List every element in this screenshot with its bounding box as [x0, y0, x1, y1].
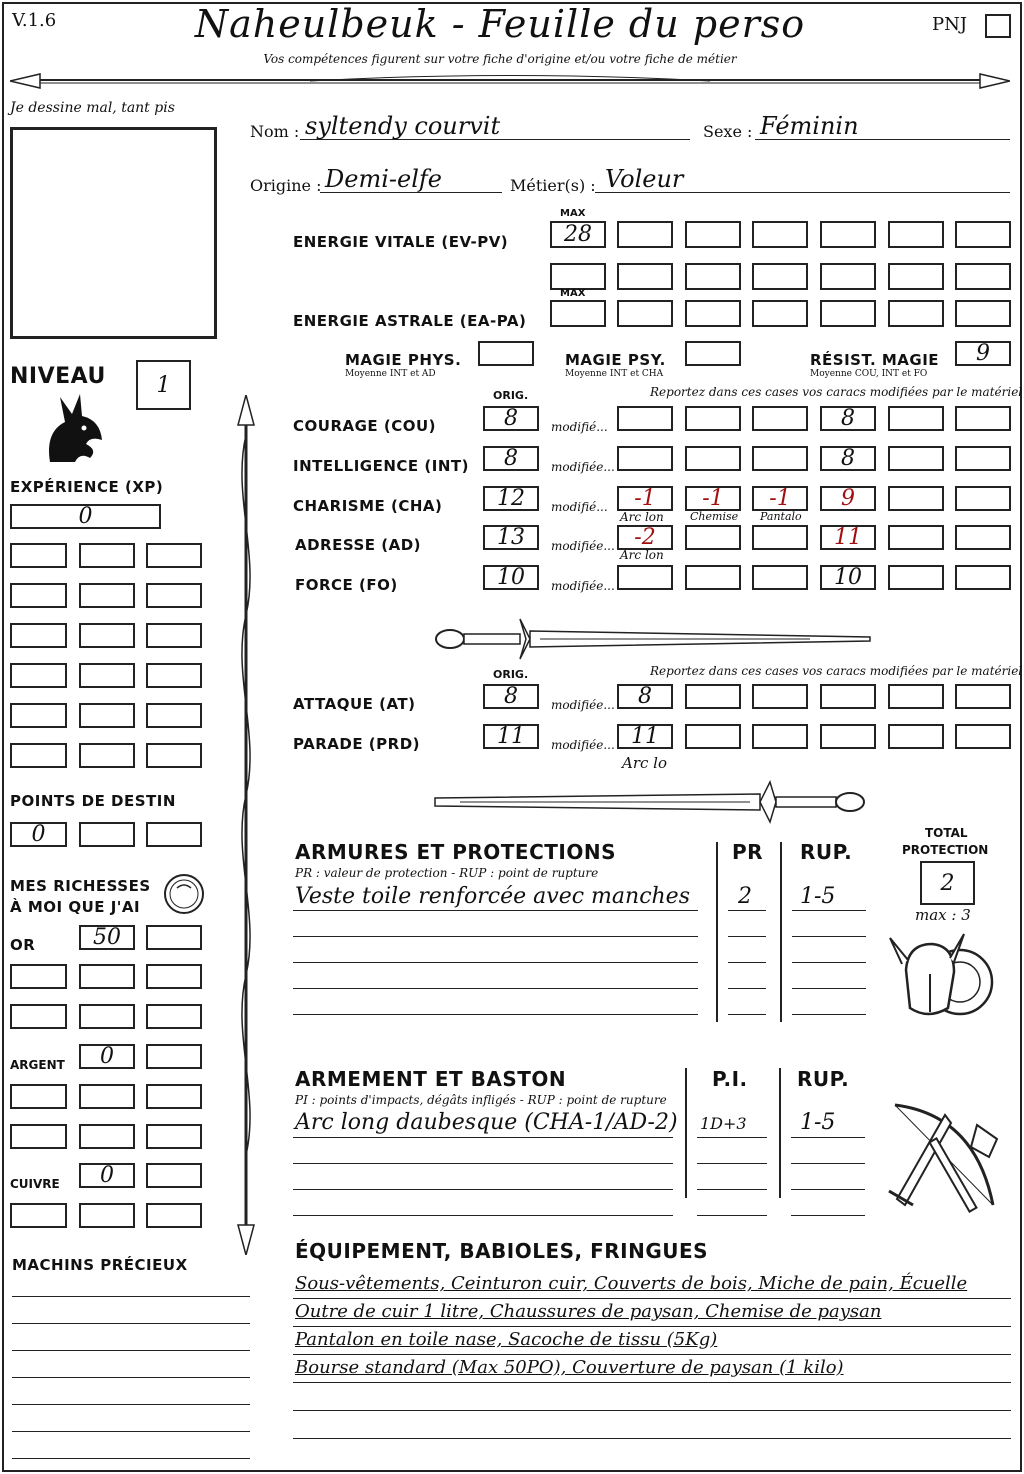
ea-box[interactable]	[752, 300, 808, 327]
charisme-mod-box[interactable]: -1	[752, 486, 808, 511]
force-mod-box[interactable]	[752, 565, 808, 590]
charisme-note: Chemise	[690, 510, 739, 523]
armement-pi-header: P.I.	[712, 1067, 748, 1091]
parade-mod-box[interactable]	[685, 724, 741, 749]
armures-pr-header: PR	[732, 840, 764, 864]
armures-rup-header: RUP.	[800, 840, 853, 864]
xp-box[interactable]	[79, 623, 135, 648]
metier-label: Métier(s) :	[510, 176, 596, 195]
magie-psy-sub: Moyenne INT et CHA	[565, 369, 664, 379]
destin-box[interactable]	[146, 822, 202, 847]
xp-label: EXPÉRIENCE (XP)	[10, 478, 164, 496]
courage-mod-box[interactable]	[617, 406, 673, 431]
spear-divider-icon	[10, 68, 1010, 92]
intelligence-label: INTELLIGENCE (INT)	[293, 457, 469, 475]
or-label: OR	[10, 936, 36, 954]
modif-label: modifiée...	[551, 698, 615, 712]
xp-box[interactable]	[10, 703, 67, 728]
adresse-mod-box[interactable]: -2	[617, 525, 673, 550]
xp-box[interactable]	[146, 583, 202, 608]
or-box[interactable]	[10, 1004, 67, 1029]
version-label: V.1.6	[12, 10, 57, 31]
total-protection-box[interactable]: 2	[920, 861, 975, 905]
xp-box[interactable]	[79, 583, 135, 608]
xp-box[interactable]: 0	[10, 504, 161, 529]
total-label-2: PROTECTION	[902, 843, 989, 857]
origine-label: Origine :	[250, 176, 322, 195]
ev-box[interactable]	[617, 263, 673, 290]
charisme-final-box[interactable]: 9	[820, 486, 876, 511]
ea-box[interactable]	[617, 300, 673, 327]
force-mod-box[interactable]	[955, 565, 1011, 590]
machins-label: MACHINS PRÉCIEUX	[12, 1256, 188, 1274]
armures-note: PR : valeur de protection - RUP : point de rupture	[295, 866, 599, 880]
argent-label: ARGENT	[10, 1058, 65, 1072]
argent-box[interactable]	[146, 1084, 202, 1109]
charisme-note: Pantalo	[760, 510, 802, 523]
cuivre-label: CUIVRE	[10, 1177, 60, 1191]
attaque-mod-box[interactable]	[888, 684, 944, 709]
armure-pr[interactable]: 2	[738, 884, 752, 909]
or-box[interactable]	[10, 964, 67, 989]
intelligence-orig-box[interactable]: 8	[483, 446, 539, 471]
ev-box[interactable]	[820, 263, 876, 290]
xp-box[interactable]	[10, 743, 67, 768]
arme-pi[interactable]: 1D+3	[700, 1114, 747, 1133]
pnj-label: PNJ	[932, 14, 968, 35]
portrait-caption: Je dessine mal, tant pis	[10, 100, 175, 116]
xp-box[interactable]	[79, 543, 135, 568]
modif-label: modifiée...	[551, 579, 615, 593]
resist-magie-label: RÉSIST. MAGIE	[810, 351, 940, 369]
dragon-icon	[40, 392, 106, 464]
ev-box[interactable]	[752, 263, 808, 290]
xp-box[interactable]	[10, 623, 67, 648]
total-label-1: TOTAL	[925, 826, 968, 840]
ev-max-box[interactable]: 28	[550, 221, 606, 248]
xp-box[interactable]	[10, 543, 67, 568]
cuivre-box[interactable]	[10, 1203, 67, 1228]
equipement-line[interactable]: Pantalon en toile nase, Sacoche de tissu (5Kg)	[295, 1329, 718, 1350]
destin-box[interactable]: 0	[10, 822, 67, 847]
intelligence-mod-box[interactable]	[888, 446, 944, 471]
adresse-mod-box[interactable]	[752, 525, 808, 550]
ev-box[interactable]	[888, 221, 944, 248]
ea-box[interactable]	[955, 300, 1011, 327]
force-final-box[interactable]: 10	[820, 565, 876, 590]
equipement-line[interactable]: Outre de cuir 1 litre, Chaussures de paysan, Chemise de paysan	[295, 1301, 882, 1322]
adresse-mod-box[interactable]	[685, 525, 741, 550]
force-label: FORCE (FO)	[295, 576, 398, 594]
adresse-label: ADRESSE (AD)	[295, 536, 422, 554]
intelligence-mod-box[interactable]	[955, 446, 1011, 471]
ea-box[interactable]	[820, 300, 876, 327]
ea-box[interactable]	[685, 300, 741, 327]
attaque-mod-box[interactable]	[752, 684, 808, 709]
xp-box[interactable]	[146, 543, 202, 568]
magie-phys-label: MAGIE PHYS.	[345, 351, 462, 369]
adresse-note: Arc lon	[620, 548, 664, 562]
intelligence-final-box[interactable]: 8	[820, 446, 876, 471]
ev-box[interactable]	[888, 263, 944, 290]
courage-mod-box[interactable]	[752, 406, 808, 431]
courage-mod-box[interactable]	[685, 406, 741, 431]
ev-box[interactable]	[752, 221, 808, 248]
metier-value[interactable]: Voleur	[605, 165, 684, 193]
or-box[interactable]	[79, 1004, 135, 1029]
destin-label: POINTS DE DESTIN	[10, 792, 176, 810]
armure-rup[interactable]: 1-5	[800, 884, 836, 909]
xp-box[interactable]	[10, 583, 67, 608]
argent-box[interactable]	[10, 1084, 67, 1109]
page-subtitle: Vos compétences figurent sur votre fiche d'origine et/ou votre fiche de métier	[263, 52, 737, 66]
resist-magie-sub: Moyenne COU, INT et FO	[810, 369, 928, 379]
argent-box[interactable]	[79, 1084, 135, 1109]
adresse-final-box[interactable]: 11	[820, 525, 876, 550]
adresse-orig-box[interactable]: 13	[483, 525, 539, 550]
ev-box[interactable]	[820, 221, 876, 248]
armement-note: PI : points d'impacts, dégâts infligés - RUP : point de rupture	[295, 1093, 667, 1107]
courage-label: COURAGE (COU)	[293, 417, 437, 435]
or-box[interactable]	[146, 1004, 202, 1029]
attaque-mod-box[interactable]: 8	[617, 684, 673, 709]
force-mod-box[interactable]	[888, 565, 944, 590]
ev-box[interactable]	[550, 263, 606, 290]
sexe-value[interactable]: Féminin	[760, 112, 859, 140]
magie-phys-box[interactable]	[478, 341, 534, 366]
weapons-icon	[885, 1095, 1003, 1220]
parade-mod-box[interactable]: 11	[617, 724, 673, 749]
equipement-line[interactable]: Bourse standard (Max 50PO), Couverture de paysan (1 kilo)	[295, 1357, 844, 1378]
parade-mod-box[interactable]	[820, 724, 876, 749]
modif-label: modifiée...	[551, 539, 615, 553]
magie-psy-box[interactable]	[685, 341, 741, 366]
xp-box[interactable]	[79, 703, 135, 728]
destin-box[interactable]	[79, 822, 135, 847]
ev-box[interactable]	[617, 221, 673, 248]
resist-magie-box[interactable]: 9	[955, 341, 1011, 366]
armures-title: ARMURES ET PROTECTIONS	[295, 840, 616, 864]
or-box[interactable]	[146, 964, 202, 989]
page-title: Naheulbeuk - Feuille du perso	[194, 2, 806, 46]
xp-box[interactable]	[79, 743, 135, 768]
intelligence-mod-box[interactable]	[685, 446, 741, 471]
armement-rup-header: RUP.	[797, 1067, 850, 1091]
intelligence-mod-box[interactable]	[617, 446, 673, 471]
niveau-box[interactable]: 1	[136, 360, 191, 410]
sword-icon	[430, 615, 875, 663]
sword-icon	[430, 778, 875, 826]
origine-value[interactable]: Demi-elfe	[325, 165, 442, 193]
charisme-orig-box[interactable]: 12	[483, 486, 539, 511]
xp-box[interactable]	[79, 663, 135, 688]
parade-mod-box[interactable]	[752, 724, 808, 749]
cuivre-box[interactable]: 0	[79, 1163, 135, 1188]
ea-max-label: MAX	[560, 288, 586, 299]
ev-box[interactable]	[685, 263, 741, 290]
argent-box[interactable]	[79, 1124, 135, 1149]
ea-max-box[interactable]	[550, 300, 606, 327]
ev-box[interactable]	[955, 263, 1011, 290]
armure-name[interactable]: Veste toile renforcée avec manches	[295, 884, 690, 909]
courage-mod-box[interactable]	[955, 406, 1011, 431]
combat-orig-label: ORIG.	[493, 668, 529, 681]
arme-rup[interactable]: 1-5	[800, 1110, 836, 1135]
xp-box[interactable]	[146, 743, 202, 768]
ev-box[interactable]	[955, 221, 1011, 248]
courage-mod-box[interactable]	[888, 406, 944, 431]
adresse-mod-box[interactable]	[888, 525, 944, 550]
sexe-label: Sexe :	[703, 122, 753, 141]
parade-mod-box[interactable]	[888, 724, 944, 749]
equipement-title: ÉQUIPEMENT, BABIOLES, FRINGUES	[295, 1239, 709, 1263]
attaque-orig-box[interactable]: 8	[483, 684, 539, 709]
xp-box[interactable]	[146, 703, 202, 728]
ev-max-label: MAX	[560, 208, 586, 219]
vertical-spear-icon	[228, 395, 264, 1255]
helmet-shield-icon	[888, 930, 1000, 1030]
combat-report-note: Reportez dans ces cases vos caracs modifiées par le matériel	[650, 664, 1023, 678]
courage-orig-box[interactable]: 8	[483, 406, 539, 431]
nom-value[interactable]: syltendy courvit	[305, 112, 501, 140]
armement-title: ARMEMENT ET BASTON	[295, 1067, 567, 1091]
argent-box[interactable]: 0	[79, 1044, 135, 1069]
ev-label: ENERGIE VITALE (EV-PV)	[293, 233, 509, 251]
parade-mod-box[interactable]	[955, 724, 1011, 749]
charisme-label: CHARISME (CHA)	[293, 497, 443, 515]
cuivre-box[interactable]	[146, 1163, 202, 1188]
pnj-checkbox[interactable]	[985, 14, 1011, 38]
attaque-mod-box[interactable]	[685, 684, 741, 709]
parade-label: PARADE (PRD)	[293, 735, 421, 753]
portrait-box[interactable]	[10, 127, 217, 339]
xp-box[interactable]	[146, 623, 202, 648]
courage-final-box[interactable]: 8	[820, 406, 876, 431]
magie-psy-label: MAGIE PSY.	[565, 351, 666, 369]
xp-box[interactable]	[10, 663, 67, 688]
charisme-mod-box[interactable]: -1	[685, 486, 741, 511]
coin-icon	[162, 872, 206, 916]
force-mod-box[interactable]	[617, 565, 673, 590]
nom-label: Nom :	[250, 122, 300, 141]
report-note: Reportez dans ces cases vos caracs modifiées par le matériel	[650, 385, 1023, 399]
attaque-mod-box[interactable]	[820, 684, 876, 709]
modif-label: modifié...	[551, 500, 608, 514]
attaque-label: ATTAQUE (AT)	[293, 695, 416, 713]
attaque-mod-box[interactable]	[955, 684, 1011, 709]
richesses-label-2: À MOI QUE J'AI	[10, 898, 141, 916]
modif-label: modifiée...	[551, 738, 615, 752]
argent-box[interactable]	[146, 1124, 202, 1149]
modif-label: modifiée...	[551, 460, 615, 474]
or-box[interactable]: 50	[79, 925, 135, 950]
parade-note: Arc lo	[622, 754, 667, 772]
equipement-line[interactable]: Sous-vêtements, Ceinturon cuir, Couverts de bois, Miche de pain, Écuelle	[295, 1273, 968, 1294]
cuivre-box[interactable]	[79, 1203, 135, 1228]
charisme-mod-box[interactable]	[955, 486, 1011, 511]
niveau-label: NIVEAU	[10, 364, 106, 389]
orig-label: ORIG.	[493, 389, 529, 402]
arme-name[interactable]: Arc long daubesque (CHA-1/AD-2)	[295, 1110, 678, 1135]
or-box[interactable]	[146, 925, 202, 950]
xp-box[interactable]	[146, 663, 202, 688]
ev-box[interactable]	[685, 221, 741, 248]
parade-orig-box[interactable]: 11	[483, 724, 539, 749]
intelligence-mod-box[interactable]	[752, 446, 808, 471]
argent-box[interactable]	[146, 1044, 202, 1069]
modif-label: modifié...	[551, 420, 608, 434]
magie-phys-sub: Moyenne INT et AD	[345, 369, 436, 379]
total-max: max : 3	[915, 906, 971, 924]
richesses-label-1: MES RICHESSES	[10, 877, 151, 895]
force-orig-box[interactable]: 10	[483, 565, 539, 590]
charisme-mod-box[interactable]	[888, 486, 944, 511]
force-mod-box[interactable]	[685, 565, 741, 590]
cuivre-box[interactable]	[146, 1203, 202, 1228]
argent-box[interactable]	[10, 1124, 67, 1149]
charisme-note: Arc lon	[620, 510, 664, 524]
ea-box[interactable]	[888, 300, 944, 327]
ea-label: ENERGIE ASTRALE (EA-PA)	[293, 312, 527, 330]
or-box[interactable]	[79, 964, 135, 989]
adresse-mod-box[interactable]	[955, 525, 1011, 550]
charisme-mod-box[interactable]: -1	[617, 486, 673, 511]
